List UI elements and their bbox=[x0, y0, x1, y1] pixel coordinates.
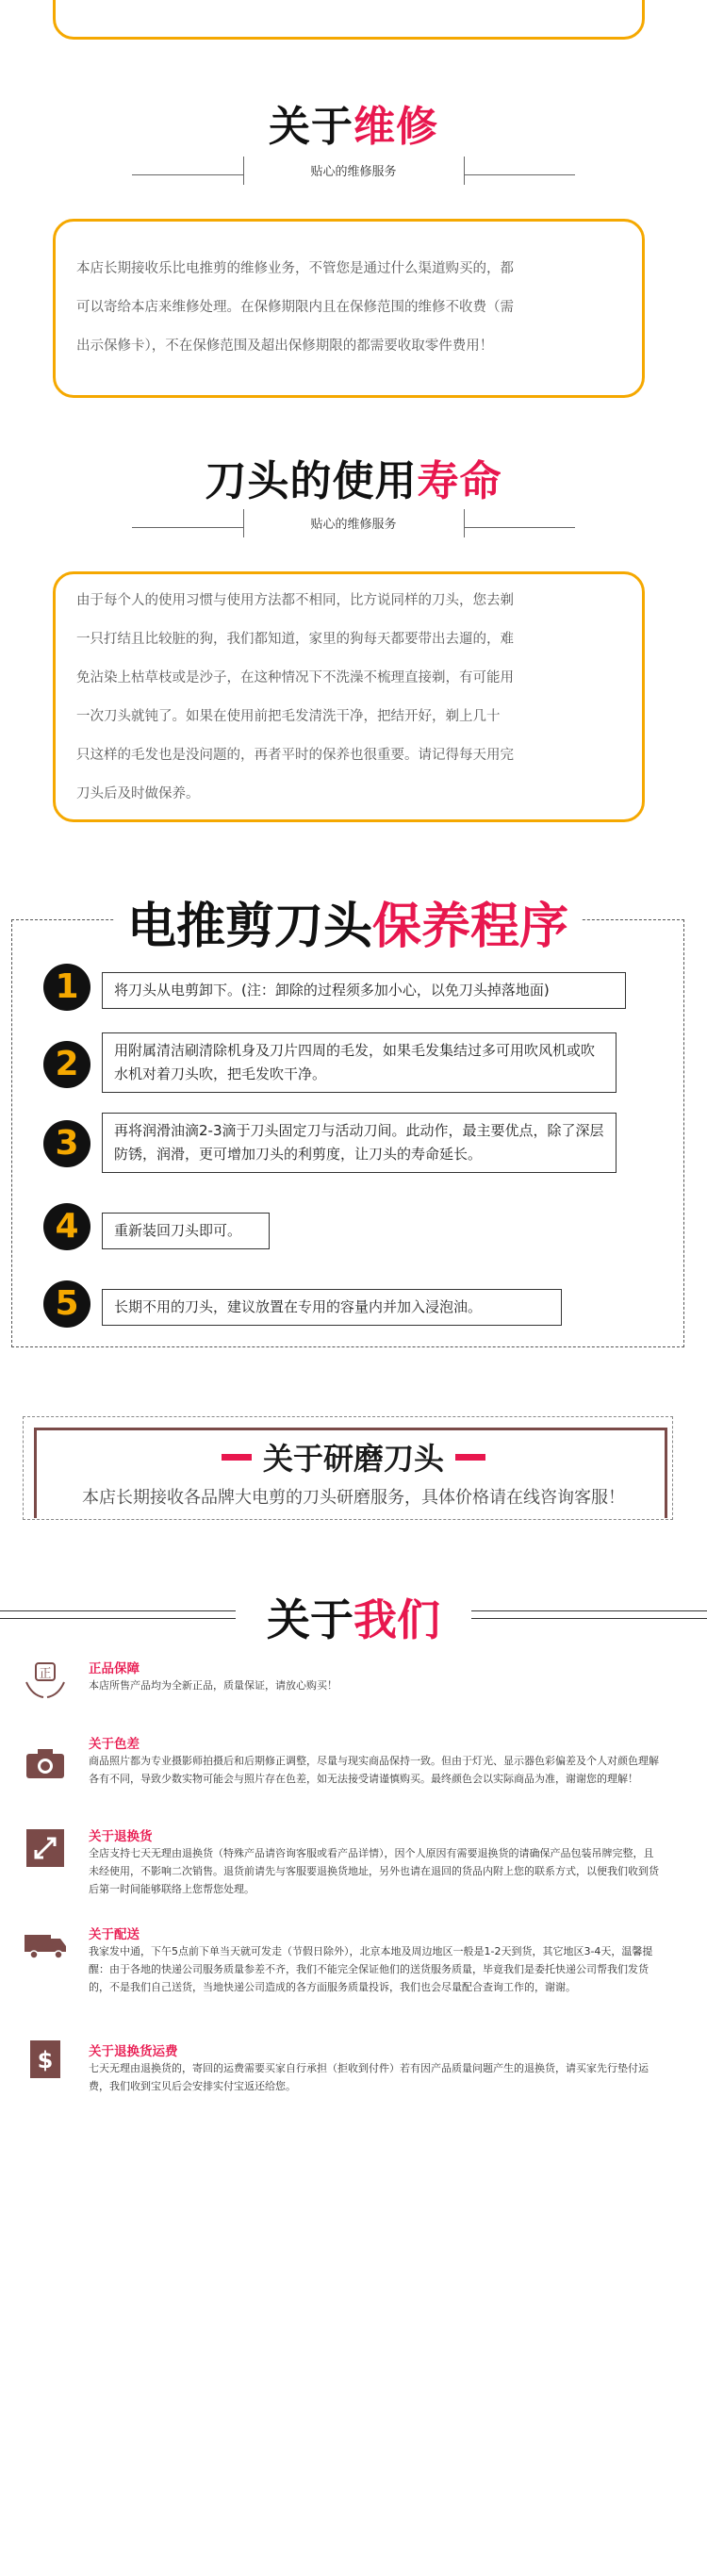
info-body: 全店支持七天无理由退换货（特殊产品请咨询客服或看产品详情），因个人原因有需要退换货的请确保产品包装吊牌完整，且未经使用，不影响二次销售。退货前请先与客服要退换货地址，另外也请在退回的货品内附上您的联系方式，以便我们收到货后第一时间能够联络上您帮您处理。 bbox=[89, 1847, 659, 1895]
repair-line: 本店长期接收乐比电推剪的维修业务，不管您是通过什么渠道购买的，都 bbox=[76, 261, 514, 276]
lifespan-line: 由于每个人的使用习惯与使用方法都不相同，比方说同样的刀头，您去剃 bbox=[76, 593, 514, 608]
certificate-hands-icon bbox=[23, 1658, 68, 1703]
repair-subtitle: 贴心的维修服务 bbox=[310, 165, 397, 179]
svg-text:$: $ bbox=[37, 2047, 54, 2073]
info-heading: 正品保障 bbox=[89, 1661, 140, 1676]
info-body: 商品照片都为专业摄影师拍摄后和后期修正调整，尽量与现实商品保持一致。但由于灯光、显示器色彩偏差及个人对颜色理解各有不同，导致少数实物可能会与照片存在色差，如无法接受请谨慎购买。最终颜色会以实际商品为准，谢谢您的理解！ bbox=[89, 1755, 659, 1785]
lifespan-line: 免沾染上枯草枝或是沙子，在这种情况下不洗澡不梳理直接剃，有可能用 bbox=[76, 670, 514, 685]
step-number: 1 bbox=[43, 964, 90, 1011]
exchange-arrow-icon bbox=[23, 1825, 68, 1871]
lifespan-line: 只这样的毛发也是没问题的，再者平时的保养也很重要。请记得每天用完 bbox=[76, 748, 514, 763]
step-text: 长期不用的刀头，建议放置在专用的容量内并加入浸泡油。 bbox=[102, 1289, 562, 1326]
step-number: 2 bbox=[43, 1041, 90, 1088]
lifespan-line: 一只打结且比较脏的狗，我们都知道，家里的狗每天都要带出去遛的，难 bbox=[76, 632, 514, 647]
lifespan-title: 刀头的使用寿命 bbox=[205, 457, 502, 505]
info-heading: 关于色差 bbox=[89, 1737, 140, 1752]
lifespan-line: 一次刀头就钝了。如果在使用前把毛发清洗干净，把结开好，剃上几十 bbox=[76, 709, 501, 724]
about-title: 关于我们 bbox=[267, 1594, 440, 1645]
svg-text:正: 正 bbox=[39, 1667, 52, 1681]
lifespan-line: 刀头后及时做保养。 bbox=[76, 786, 200, 801]
repair-line: 出示保修卡），不在保修范围及超出保修期限的都需要收取零件费用！ bbox=[76, 339, 494, 354]
step-number: 5 bbox=[43, 1280, 90, 1328]
repair-line: 可以寄给本店来维修处理。在保修期限内且在保修范围的维修不收费（需 bbox=[76, 300, 514, 315]
maintenance-title: 电推剪刀头保养程序 bbox=[11, 886, 684, 957]
delivery-truck-icon bbox=[23, 1922, 68, 1967]
step-text: 将刀头从电剪卸下。(注：卸除的过程须多加小心，以免刀头掉落地面) bbox=[102, 972, 626, 1009]
info-body: 七天无理由退换货的，寄回的运费需要买家自行承担（拒收到付件）若有因产品质量问题产生的退换货，请买家先行垫付运费，我们收到宝贝后会安排实付宝返还给您。 bbox=[89, 2062, 649, 2092]
title-bar-right bbox=[455, 1454, 485, 1461]
previous-section-box bbox=[53, 0, 645, 40]
title-bar-left bbox=[222, 1454, 252, 1461]
camera-icon bbox=[23, 1741, 68, 1786]
lifespan-subtitle-line bbox=[132, 509, 575, 537]
info-heading: 关于退换货运费 bbox=[89, 2044, 178, 2059]
step-text: 重新装回刀头即可。 bbox=[102, 1213, 270, 1249]
info-heading: 关于退换货 bbox=[89, 1829, 153, 1844]
info-heading: 关于配送 bbox=[89, 1927, 140, 1942]
info-body: 我家发中通，下午5点前下单当天就可发走（节假日除外），北京本地及周边地区一般是1-2天到货，其它地区3-4天，温馨提醒：由于各地的快递公司服务质量参差不齐，我们不能完全保证他们的送货服务质量，毕竟我们是委托快递公司帮我们发货的，不是我们自己送货，当地快递公司造成的各方面服务质量投诉，我们也会尽量配合查询工作的，谢谢。 bbox=[89, 1945, 653, 1993]
step-number: 4 bbox=[43, 1203, 90, 1250]
repair-title: 关于维修 bbox=[269, 103, 438, 151]
grinding-title: 关于研磨刀头 bbox=[0, 1435, 707, 1478]
lifespan-subtitle: 贴心的维修服务 bbox=[310, 518, 397, 532]
repair-box bbox=[53, 219, 645, 398]
step-text: 再将润滑油滴2-3滴于刀头固定刀与活动刀间。此动作，最主要优点，除了深层防锈，润滑，更可增加刀头的利剪度，让刀头的寿命延长。 bbox=[102, 1113, 617, 1173]
step-text: 用附属清洁刷清除机身及刀片四周的毛发，如果毛发集结过多可用吹风机或吹水机对着刀头吹，把毛发吹干净。 bbox=[102, 1032, 617, 1093]
lifespan-box bbox=[53, 571, 645, 822]
step-number: 3 bbox=[43, 1120, 90, 1167]
info-body: 本店所售产品均为全新正品，质量保证，请放心购买！ bbox=[89, 1679, 337, 1692]
grinding-subtitle: 本店长期接收各品牌大电剪的刀头研磨服务，具体价格请在线咨询客服！ bbox=[82, 1488, 625, 1508]
repair-subtitle-line bbox=[132, 157, 575, 185]
dollar-icon bbox=[23, 2037, 68, 2082]
